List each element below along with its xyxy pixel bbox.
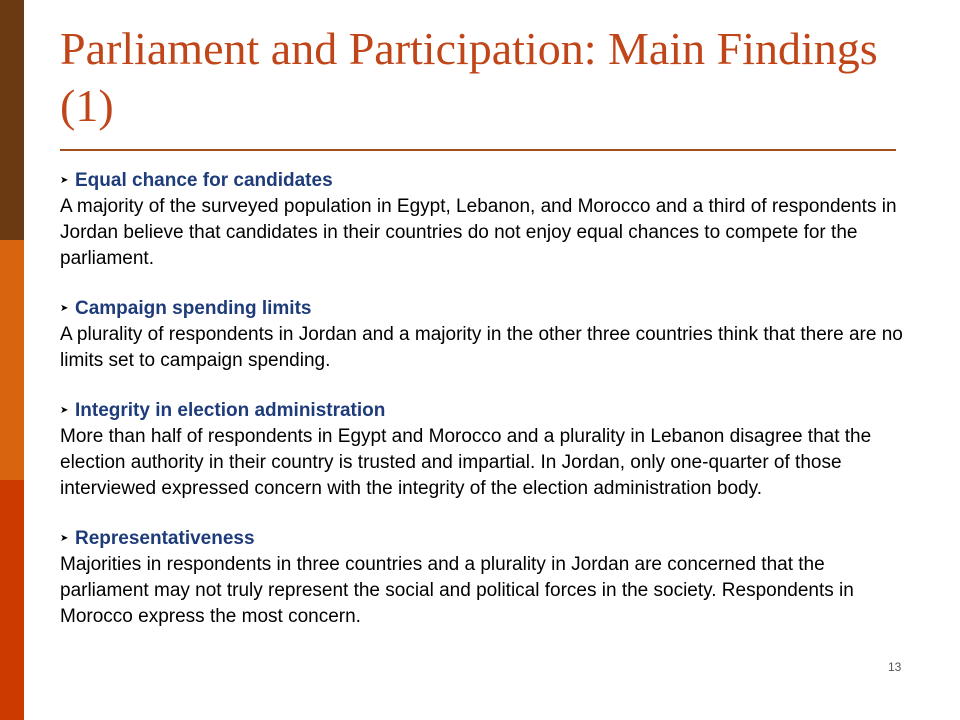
section-heading-text: Integrity in election administration: [75, 400, 386, 421]
section-equal-chance: [60, 168, 910, 272]
arrow-right-icon: ➤: [60, 175, 69, 186]
section-heading-text: Representativeness: [75, 528, 255, 549]
section-body: More than half of respondents in Egypt and Morocco and a plurality in Lebanon disagree that the election authority in their country is trusted and impartial. In Jordan, only one-quarter of those interviewed expressed concern with the integrity of the election administration body.: [60, 426, 872, 499]
slide-title: Parliament and Participation: Main Findings (1): [60, 23, 878, 131]
section-body: Majorities in respondents in three countries and a plurality in Jordan are concerned that the parliament may not truly represent the social and political forces in the society. Respondents in Morocco express the most concern.: [60, 554, 854, 627]
arrow-right-icon: ➤: [60, 405, 69, 416]
section-representativeness: [60, 526, 910, 630]
left-accent-bar-top: [0, 0, 24, 240]
section-body: A majority of the surveyed population in Egypt, Lebanon, and Morocco and a third of respondents in Jordan believe that candidates in their countries do not enjoy equal chances to compete for the parliament.: [60, 196, 897, 269]
section-election-integrity: [60, 398, 910, 502]
left-accent-bar-bottom: [0, 480, 24, 720]
left-accent-bar-middle: [0, 240, 24, 480]
slide-content: [60, 168, 910, 654]
section-heading: [60, 398, 910, 424]
title-divider: [60, 149, 896, 151]
section-heading: [60, 168, 910, 194]
section-body: A plurality of respondents in Jordan and a majority in the other three countries think that there are no limits set to campaign spending.: [60, 324, 903, 371]
page-number: 13: [888, 660, 902, 674]
section-heading-text: Campaign spending limits: [75, 298, 312, 319]
arrow-right-icon: ➤: [60, 533, 69, 544]
section-heading: [60, 296, 910, 322]
section-heading-text: Equal chance for candidates: [75, 170, 333, 191]
section-heading: [60, 526, 910, 552]
arrow-right-icon: ➤: [60, 303, 69, 314]
section-campaign-spending: [60, 296, 910, 374]
